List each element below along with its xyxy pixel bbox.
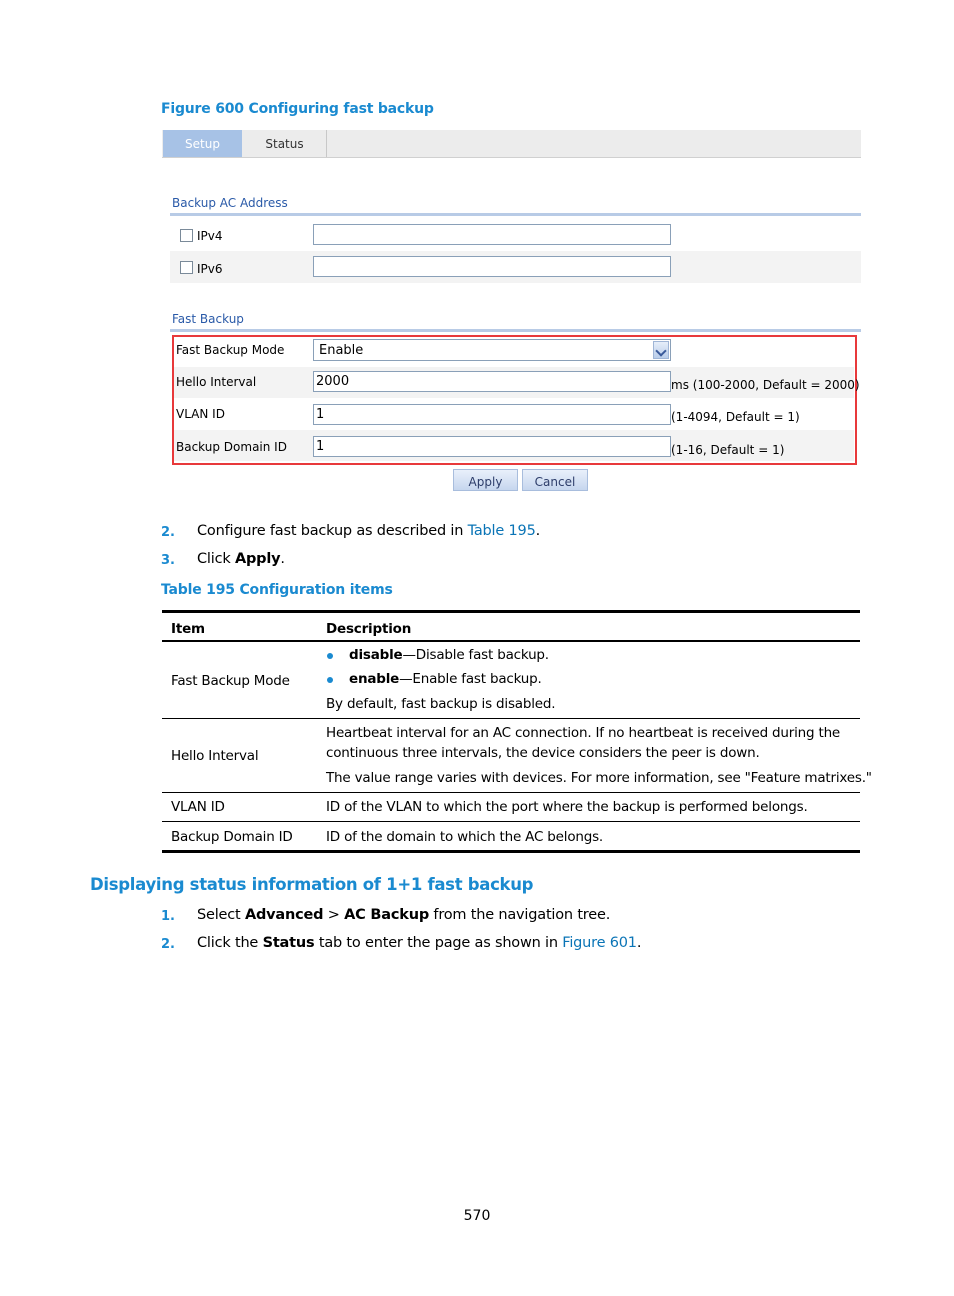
vlan-id-input[interactable]: 1 [313, 404, 671, 425]
table-row-rule [162, 718, 860, 719]
bullet-icon [327, 653, 333, 659]
step-text-part: Click the [197, 935, 263, 951]
table-row-item: Backup Domain ID [171, 829, 293, 845]
figure-601-link[interactable]: Figure 601 [562, 935, 637, 951]
step-text [197, 551, 285, 567]
step-text-part: > [323, 907, 345, 923]
step-text-part: . [280, 551, 285, 567]
hello-interval-input[interactable]: 2000 [313, 371, 671, 392]
apply-button[interactable]: Apply [453, 469, 518, 491]
step-text [197, 935, 641, 951]
table-row-rule [162, 821, 860, 822]
step-text-part: . [535, 523, 541, 539]
table-row-desc: continuous three intervals, the device considers the peer is down. [326, 745, 760, 761]
backup-domain-id-input[interactable]: 1 [313, 436, 671, 457]
table-caption: Table 195 Configuration items [161, 582, 393, 598]
ipv4-input[interactable] [313, 224, 671, 245]
table-row-item: VLAN ID [171, 799, 225, 815]
table-row-desc: The value range varies with devices. For more information, see "Feature matrixes." [326, 770, 872, 786]
tab-setup[interactable]: Setup [163, 130, 242, 157]
bullet-text: —Enable fast backup. [399, 671, 542, 687]
table-top-rule [162, 610, 860, 613]
tab-bar [162, 130, 861, 158]
bullet-icon [327, 677, 333, 683]
step-text [197, 907, 610, 923]
table-bottom-rule [162, 850, 860, 853]
table-row-note: By default, fast backup is disabled. [326, 696, 556, 712]
step-text [197, 523, 540, 539]
table-bullet [349, 671, 542, 687]
step-text-part: Select [197, 907, 245, 923]
step-text-part: . [636, 935, 642, 951]
table-row-item: Hello Interval [171, 748, 259, 764]
vlan-id-hint: (1-4094, Default = 1) [671, 410, 800, 424]
fast-backup-title: Fast Backup [172, 312, 244, 326]
fast-backup-mode-label: Fast Backup Mode [176, 343, 285, 357]
cancel-button[interactable]: Cancel [522, 469, 588, 491]
chevron-down-icon[interactable] [653, 341, 669, 359]
page-number: 570 [463, 1208, 491, 1224]
table-row-desc: ID of the VLAN to which the port where the backup is performed belongs. [326, 799, 808, 815]
figure-caption: Figure 600 Configuring fast backup [161, 101, 434, 117]
ipv6-label: IPv6 [197, 262, 223, 276]
step-bold: Apply [234, 551, 281, 567]
hello-interval-label: Hello Interval [176, 375, 257, 389]
bullet-term: disable [349, 647, 403, 663]
ipv4-checkbox[interactable] [180, 229, 193, 242]
table-row-desc: ID of the domain to which the AC belongs. [326, 829, 604, 845]
step-number: 2. [161, 937, 175, 952]
ipv6-input[interactable] [313, 256, 671, 277]
table-row-desc: Heartbeat interval for an AC connection. If no heartbeat is received during the [326, 725, 841, 741]
table-row-rule [162, 792, 860, 793]
section-divider [170, 329, 861, 332]
table-row-item: Fast Backup Mode [171, 673, 290, 689]
step-text-part: tab to enter the page as shown in [314, 935, 563, 951]
table-195-link[interactable]: Table 195 [467, 523, 536, 539]
table-header-description: Description [326, 621, 412, 637]
ipv4-label: IPv4 [197, 229, 223, 243]
table-bullet [349, 647, 549, 663]
step-text-part: Configure fast backup as described in [197, 523, 468, 539]
table-header-rule [162, 640, 860, 642]
fast-backup-mode-select[interactable] [313, 339, 671, 361]
backup-domain-id-hint: (1-16, Default = 1) [671, 443, 785, 457]
hello-interval-hint: ms (100-2000, Default = 2000) [671, 378, 860, 392]
section-heading: Displaying status information of 1+1 fast backup [90, 875, 534, 894]
step-bold: Advanced [244, 907, 324, 923]
tab-status[interactable]: Status [243, 130, 327, 157]
step-text-part: from the navigation tree. [429, 907, 611, 923]
table-header-item: Item [171, 621, 205, 637]
vlan-id-label: VLAN ID [176, 407, 225, 421]
bullet-text: —Disable fast backup. [402, 647, 549, 663]
fast-backup-mode-value: Enable [319, 343, 364, 358]
step-number: 1. [161, 909, 175, 924]
step-bold: Status [262, 935, 315, 951]
step-text-part: Click [197, 551, 235, 567]
backup-ac-address-title: Backup AC Address [172, 196, 288, 210]
backup-domain-id-label: Backup Domain ID [176, 440, 287, 454]
ipv6-checkbox[interactable] [180, 261, 193, 274]
bullet-term: enable [349, 671, 400, 687]
step-number: 3. [161, 553, 175, 568]
section-divider [170, 213, 861, 216]
step-number: 2. [161, 525, 175, 540]
step-bold: AC Backup [344, 907, 429, 923]
